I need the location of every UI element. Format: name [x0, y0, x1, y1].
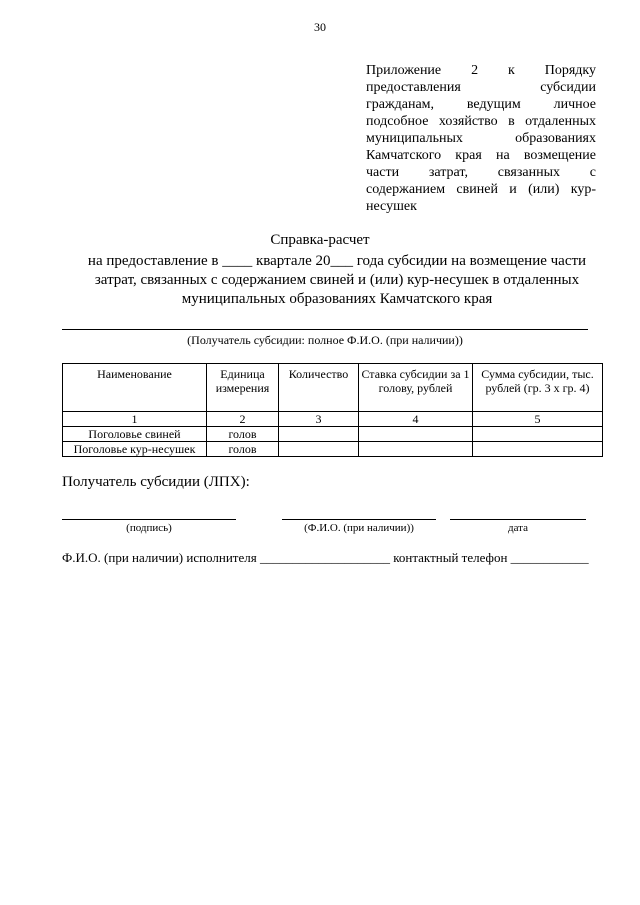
recipient-lph-label: Получатель субсидии (ЛПХ): — [62, 474, 250, 490]
table-row — [63, 442, 603, 457]
appendix-line: гражданам, ведущим личное — [366, 97, 596, 112]
column-number: 5 — [473, 412, 603, 427]
column-number: 2 — [207, 412, 279, 427]
table-header-row — [63, 364, 603, 412]
header-cell: Количество — [279, 364, 359, 412]
date-line[interactable] — [450, 519, 586, 520]
column-number: 4 — [359, 412, 473, 427]
column-number: 1 — [63, 412, 207, 427]
document-title: Справка-расчет — [270, 232, 370, 248]
appendix-line: содержанием свиней и (или) кур- — [366, 182, 596, 197]
appendix-line: муниципальных образованиях — [366, 131, 596, 146]
header-cell: Ставка субсидии за 1 голову, рублей — [359, 364, 473, 412]
name-caption: (Ф.И.О. (при наличии)) — [304, 522, 414, 534]
table-cell: Поголовье кур-несушек — [63, 442, 207, 457]
recipient-caption: (Получатель субсидии: полное Ф.И.О. (при наличии)) — [187, 333, 463, 347]
appendix-line: Приложение 2 к Порядку — [366, 63, 596, 78]
table-cell-input[interactable] — [473, 442, 603, 457]
appendix-line: несушек — [366, 199, 417, 214]
appendix-note — [366, 62, 596, 215]
phone-blank[interactable]: ____________ — [510, 550, 589, 565]
table-cell-input[interactable] — [279, 442, 359, 457]
table-cell-input[interactable] — [359, 427, 473, 442]
signature-caption: (подпись) — [126, 522, 172, 534]
header-cell: Сумма субсидии, тыс. рублей (гр. 3 х гр. 4) — [473, 364, 603, 412]
table-cell: Поголовье свиней — [63, 427, 207, 442]
executor-name-blank[interactable]: ____________________ — [259, 550, 390, 565]
table-cell: голов — [207, 427, 279, 442]
subsidy-table — [62, 363, 603, 457]
appendix-line: части затрат, связанных с — [366, 165, 596, 180]
document-subtitle: на предоставление в ____ квартале 20___ года субсидии на возмещение части затрат, связанных с содержанием свиней и (или) кур-несушек в отдаленных муниципальных образованиях Камчатского края — [87, 253, 587, 307]
name-line[interactable] — [282, 519, 436, 520]
date-caption: дата — [507, 522, 529, 534]
appendix-line: подсобное хозяйство в отдаленных — [366, 114, 596, 129]
appendix-line: предоставления субсидии — [366, 80, 596, 95]
page-number: 30 — [314, 20, 326, 34]
appendix-line: Камчатского края на возмещение — [366, 148, 596, 163]
signature-line[interactable] — [62, 519, 236, 520]
table-number-row — [63, 412, 603, 427]
table-cell: голов — [207, 442, 279, 457]
table-cell-input[interactable] — [279, 427, 359, 442]
executor-line — [62, 550, 589, 566]
executor-label: Ф.И.О. (при наличии) исполнителя — [62, 550, 257, 565]
table-row — [63, 427, 603, 442]
table-cell-input[interactable] — [359, 442, 473, 457]
header-cell: Наименование — [63, 364, 207, 412]
recipient-name-line[interactable] — [62, 329, 588, 330]
phone-label: контактный телефон — [393, 550, 508, 565]
column-number: 3 — [279, 412, 359, 427]
table-cell-input[interactable] — [473, 427, 603, 442]
header-cell: Единица измерения — [207, 364, 279, 412]
